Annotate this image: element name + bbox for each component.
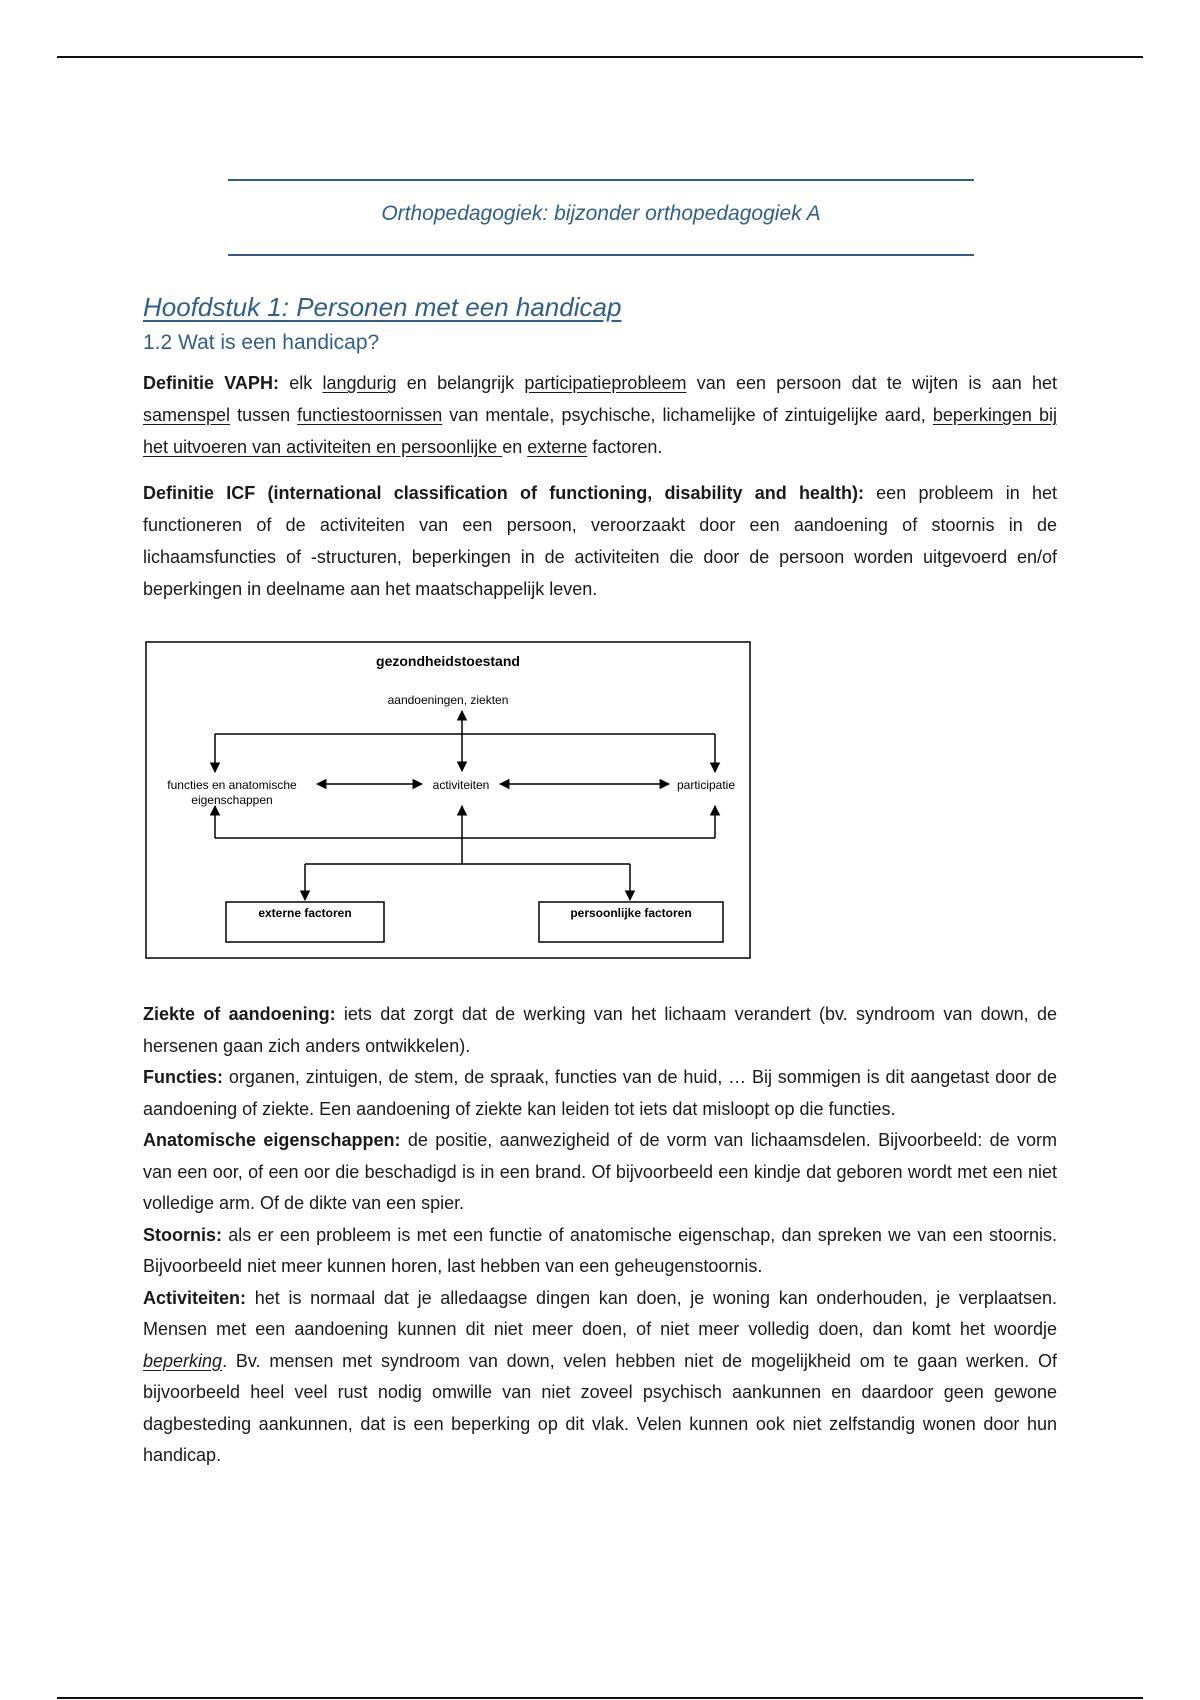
icf-diagram xyxy=(145,641,751,959)
diagram-external: externe factoren xyxy=(258,906,352,920)
definition-disease xyxy=(143,999,1057,1062)
header-rule-top xyxy=(228,179,974,181)
definition-term: Ziekte of aandoening: xyxy=(143,1004,336,1024)
text-run: van een persoon dat te wijten is aan het xyxy=(686,373,1057,393)
definition-text: de positie, aanwezigheid of de vorm van lichaamsdelen. Bijvoorbeeld: de vorm van een oor, of een oor die beschadigd is in een brand. Of bijvoorbeeld een kindje dat geboren wordt met een niet volledige arm. Of de dikte van een spier. xyxy=(143,1130,1058,1213)
definition-text: . Bv. mensen met syndroom van down, velen hebben niet de mogelijkheid om te gaan werken. Of bijvoorbeeld heel veel rust nodig omwille van niet zoveel psychisch aankunnen en daardoor geen gewone dagbesteding aankunnen, dat is een beperking op dit vlak. Velen kunnen ook niet zelfstandig wonen door hun handicap. xyxy=(143,1350,1057,1465)
diagram-title: gezondheidstoestand xyxy=(376,653,520,669)
definition-text: als er een probleem is met een functie of anatomische eigenschap, dan spreken we van een stoornis. Bijvoorbeeld niet meer kunnen horen, last hebben van een geheugenstoornis. xyxy=(143,1224,1057,1276)
underlined-term: langdurig xyxy=(322,373,397,393)
section-title: 1.2 Wat is een handicap? xyxy=(143,331,380,354)
text-run: van mentale, psychische, lichamelijke of zintuigelijke aard, xyxy=(442,405,933,425)
definition-activities xyxy=(143,1283,1057,1472)
page-top-rule xyxy=(57,56,1143,58)
diagram-functions-line2: eigenschappen xyxy=(191,793,273,807)
definition-term: Stoornis: xyxy=(143,1224,222,1245)
text-run: elk xyxy=(278,373,323,393)
definition-term: Functies: xyxy=(143,1067,224,1087)
emphasized-term: beperking xyxy=(143,1350,223,1371)
course-title: Orthopedagogiek: bijzonder orthopedagogiek A xyxy=(381,202,821,225)
text-run: en belangrijk xyxy=(396,373,525,393)
diagram-participation: participatie xyxy=(676,778,736,792)
definition-functions xyxy=(143,1062,1057,1125)
underlined-term: externe xyxy=(527,437,588,457)
text-run: en xyxy=(502,437,528,457)
text-run: tussen xyxy=(230,405,298,425)
diagram-personal: persoonlijke factoren xyxy=(570,906,692,920)
icf-term: Definitie ICF (international classification of functioning, disability and health): xyxy=(143,483,864,503)
underlined-term: beperkingen bij het uitvoeren van activiteiten en persoonlijke xyxy=(143,405,1057,457)
definition-text: het is normaal dat je alledaagse dingen kan doen, je woning kan onderhouden, je verplaatsen. Mensen met een aandoening kunnen dit niet meer doen, of niet meer volledig doen, dan komt het woordje xyxy=(143,1287,1057,1339)
definition-term: Anatomische eigenschappen: xyxy=(143,1130,401,1150)
chapter-title: Hoofdstuk 1: Personen met een handicap xyxy=(143,292,622,322)
text-run: een probleem in het functioneren of de activiteiten van een persoon, veroorzaakt door een aandoening of stoornis in de lichaamsfuncties of -structuren, beperkingen in de activiteiten die door de persoon worden uitgevoerd en/of beperkingen in deelname aan het maatschappelijk leven. xyxy=(143,483,1057,599)
text-run: factoren. xyxy=(587,437,663,457)
definition-term: Activiteiten: xyxy=(143,1287,247,1308)
page-bottom-rule xyxy=(57,1697,1143,1699)
vaph-definition xyxy=(143,367,1057,463)
icf-definition xyxy=(143,477,1057,605)
definition-list xyxy=(143,999,1057,1472)
page-content xyxy=(143,292,1057,1472)
definition-text: organen, zintuigen, de stem, de spraak, functies van de huid, … Bij sommigen is dit aangetast door de aandoening of ziekte. Een aandoening of ziekte kan leiden tot iets dat misloopt op die functies. xyxy=(143,1067,1057,1119)
diagram-subtitle: aandoeningen, ziekten xyxy=(387,693,509,707)
underlined-term: functiestoornissen xyxy=(297,405,443,425)
diagram-functions-line1: functies en anatomische xyxy=(167,778,297,792)
vaph-term: Definitie VAPH: xyxy=(143,373,279,393)
definition-text: iets dat zorgt dat de werking van het lichaam verandert (bv. syndroom van down, de hersenen gaan zich anders ontwikkelen). xyxy=(143,1004,1058,1056)
underlined-term: participatieprobleem xyxy=(524,373,687,393)
underlined-term: samenspel xyxy=(143,405,231,425)
definition-disorder xyxy=(143,1220,1057,1283)
diagram-activities: activiteiten xyxy=(432,778,490,792)
header-rule-bottom xyxy=(228,254,974,256)
definition-anatomy xyxy=(143,1125,1057,1220)
